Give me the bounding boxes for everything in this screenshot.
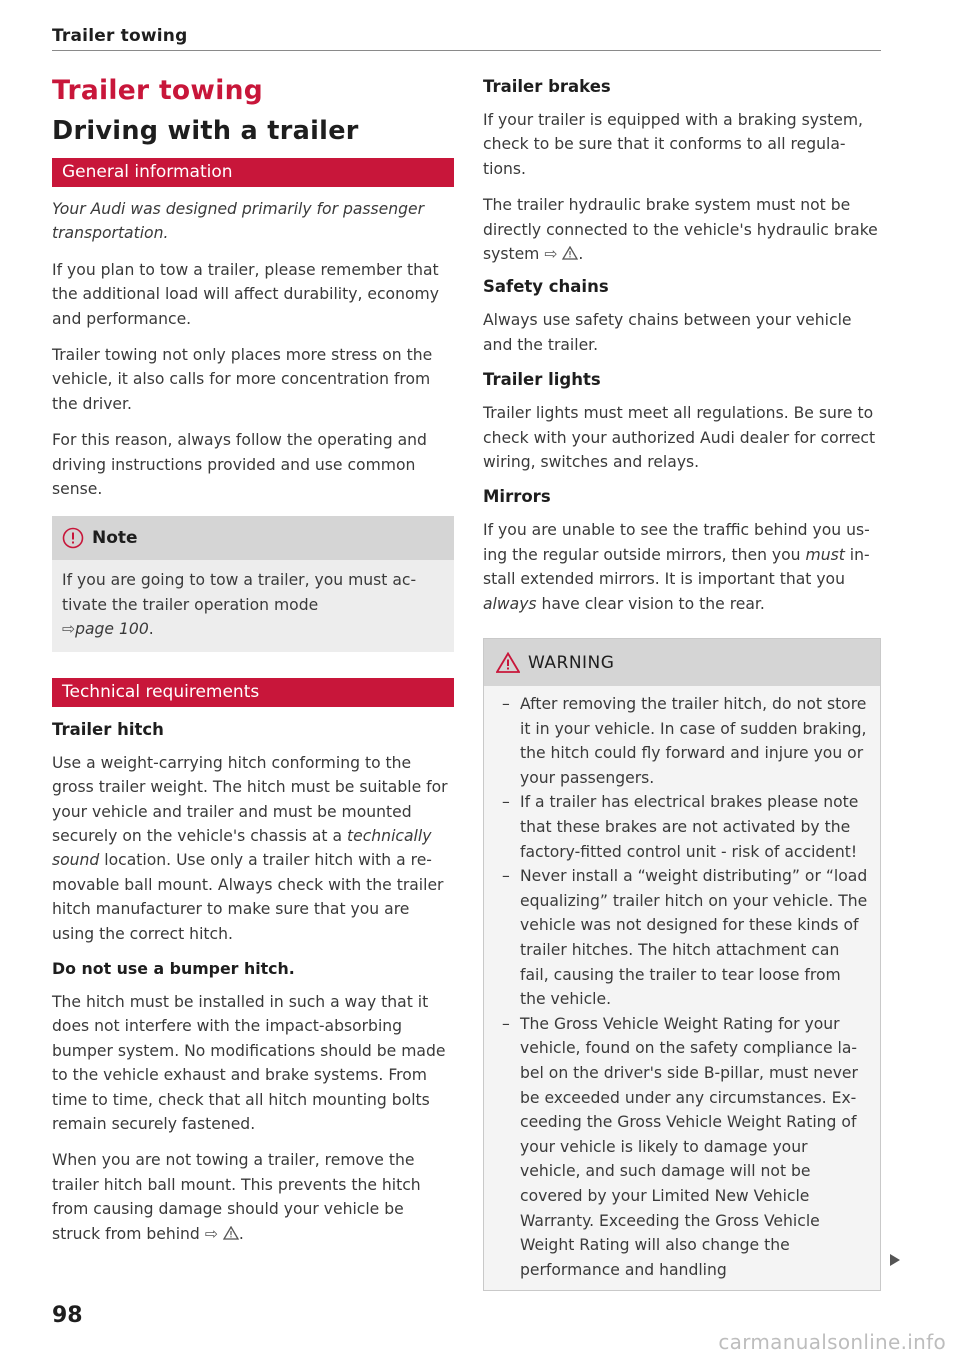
list-item <box>494 692 870 790</box>
list-item <box>494 790 870 864</box>
list-item-text: If a trailer has electrical brakes please note that these brakes are not activated by the factory-fitted control unit - risk of accident! <box>520 793 859 861</box>
running-header: Trailer towing <box>52 26 188 46</box>
bumper-paragraph: The hitch must be installed in such a way that it does not interfere with the impact-absorbing bumper system. No modifications should be made to the vehicle exhaust and brake systems. From time to time, check that all hitch mounting bolts remain securely fastened. <box>52 992 446 1133</box>
arrow-icon: ⇨ <box>62 620 76 639</box>
list-item <box>494 1012 870 1283</box>
bumper-hitch-heading: Do not use a bumper hitch. <box>52 958 295 978</box>
chapter-title: Trailer towing <box>52 75 264 106</box>
text-run: When you are not towing a trailer, remove the trailer hitch ball mount. This prevents the hitch from causing damage should your vehicle be struck from behind <box>52 1151 421 1243</box>
brakes-paragraph-2 <box>483 193 881 266</box>
info-circle-icon <box>62 527 84 549</box>
section-title: Driving with a trailer <box>52 116 359 146</box>
note-box <box>52 516 454 651</box>
mirrors-heading: Mirrors <box>483 487 551 507</box>
chains-paragraph: Always use safety chains between your vehicle and the trailer. <box>483 311 852 354</box>
dash-bullet: – <box>502 793 510 812</box>
warning-triangle-icon[interactable] <box>223 1226 239 1240</box>
trailer-brakes-heading: Trailer brakes <box>483 77 611 96</box>
arrow-icon: ⇨ <box>544 245 558 264</box>
watermark: carmanualsonline.info <box>718 1330 946 1354</box>
list-item-text: The Gross Vehicle Weight Rating for your vehicle, found on the safety compliance label on the driver's side B-pillar, must never be exceeded under any circumstances. Exceeding the Gross Vehicle Weight Rating of your vehicle is likely to damage your vehicle, and such damage will not be covered by your Limited New Vehicle Warranty. Exceeding the Gross Vehicle Weight Rating will also change the performance and handling <box>520 1014 858 1279</box>
list-item-text: After removing the trailer hitch, do not store it in your vehicle. In case of sudden braking, the hitch could fly forward and injure you or your passengers. <box>520 695 867 787</box>
text-run: The trailer hydraulic brake system must not be directly connected to the vehicle's hydraulic brake system <box>483 196 878 264</box>
paragraph: For this reason, always follow the operating and driving instructions provided and use common sense. <box>52 431 427 499</box>
emphasis: must <box>805 545 845 564</box>
note-body: If you are going to tow a trailer, you must activate the trailer operation mode <box>62 571 417 614</box>
remove-paragraph <box>52 1148 454 1246</box>
intro-text: Your Audi was designed primarily for passenger transportation. <box>52 200 425 243</box>
text-run: location. Use only a trailer hitch with a removable ball mount. Always check with the trailer hitch manufacturer to make sure that you are using the correct hitch. <box>52 851 444 943</box>
text-run: have clear vision to the rear. <box>536 594 765 613</box>
hitch-paragraph <box>52 751 454 946</box>
right-column <box>483 74 881 1291</box>
continue-arrow-icon <box>888 1253 902 1267</box>
general-information-heading: General information <box>52 158 454 187</box>
dash-bullet: – <box>502 867 510 886</box>
safety-chains-heading: Safety chains <box>483 277 609 297</box>
paragraph: Trailer towing not only places more stress on the vehicle, it also calls for more concentration from the driver. <box>52 346 433 413</box>
note-title: Note <box>92 528 138 549</box>
trailer-hitch-heading: Trailer hitch <box>52 719 164 739</box>
period: . <box>578 245 584 264</box>
text-run: If you are unable to see the traffic behind you using the regular outside mirrors, then you <box>483 521 870 564</box>
technical-requirements-heading: Technical requirements <box>52 678 454 707</box>
list-item-text: Never install a “weight distributing” or “load equalizing” trailer hitch on your vehicle. The vehicle was not designed for these kinds of trailer hitches. The hitch attachment can fail, causing the trailer to tear loose from the vehicle. <box>520 867 868 1009</box>
note-header <box>52 516 454 560</box>
period: . <box>148 620 154 639</box>
page-reference-link[interactable]: page 100 <box>75 620 149 639</box>
text-run: Use a weight-carrying hitch conforming to the gross trailer weight. The hitch must be suitable for your vehicle and trailer and must be mounted securely on the vehicle's chassis at a <box>52 753 448 845</box>
emphasis: always <box>483 594 537 613</box>
arrow-icon: ⇨ <box>204 1224 218 1243</box>
period: . <box>238 1224 244 1243</box>
paragraph: If you plan to tow a trailer, please remember that the additional load will affect durability, economy and performance. <box>52 260 439 328</box>
warning-box <box>483 638 881 1291</box>
lights-paragraph: Trailer lights must meet all regulations. Be sure to check with your authorized Audi dealer for correct wiring, switches and relays. <box>483 404 876 472</box>
mirrors-paragraph <box>483 518 881 616</box>
dash-bullet: – <box>502 1014 510 1033</box>
text-run: install extended mirrors. It is important that you <box>483 545 870 589</box>
note-text <box>62 568 444 641</box>
emphasis: technically sound <box>52 826 432 870</box>
trailer-lights-heading: Trailer lights <box>483 370 601 390</box>
brakes-paragraph: If your trailer is equipped with a braking system, check to be sure that it conforms to all regulations. <box>483 111 863 178</box>
dash-bullet: – <box>502 695 510 714</box>
header-rule <box>52 50 881 51</box>
warning-title: WARNING <box>528 652 615 673</box>
page-number: 98 <box>52 1303 83 1328</box>
warning-header <box>484 639 880 686</box>
left-column <box>52 74 454 1246</box>
warning-body <box>484 686 880 1290</box>
warning-triangle-icon <box>496 652 520 673</box>
warning-triangle-icon[interactable] <box>562 246 578 260</box>
list-item <box>494 864 870 1012</box>
